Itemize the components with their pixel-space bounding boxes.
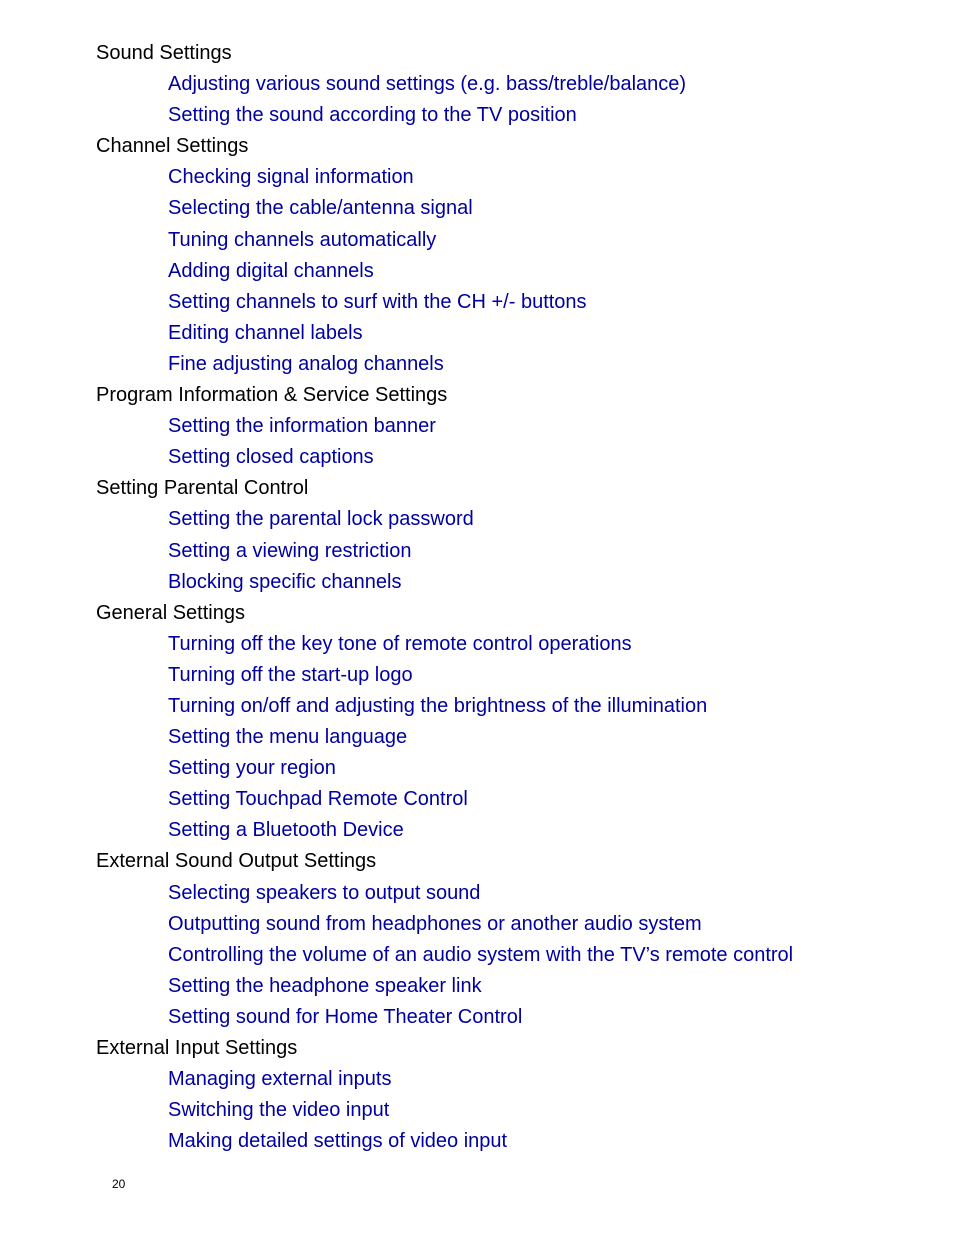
toc-link[interactable]: Setting a Bluetooth Device [168, 819, 404, 842]
toc-link[interactable]: Selecting the cable/antenna signal [168, 197, 473, 220]
section-title: Setting Parental Control [96, 477, 309, 500]
section-external-input-settings [0, 1033, 954, 1157]
toc-link[interactable]: Making detailed settings of video input [168, 1130, 508, 1153]
table-of-contents [0, 38, 954, 1157]
toc-link[interactable]: Setting Touchpad Remote Control [168, 788, 468, 811]
toc-link[interactable]: Setting the parental lock password [168, 508, 474, 531]
toc-link[interactable]: Outputting sound from headphones or another audio system [168, 912, 702, 935]
toc-link[interactable]: Fine adjusting analog channels [168, 352, 444, 375]
page-number: 20 [112, 1177, 126, 1191]
section-title: General Settings [96, 601, 245, 624]
toc-link[interactable]: Checking signal information [168, 166, 414, 189]
toc-link[interactable]: Setting your region [168, 757, 336, 780]
toc-link[interactable]: Switching the video input [168, 1099, 390, 1122]
toc-link[interactable]: Blocking specific channels [168, 570, 402, 593]
section-program-information-service-settings [0, 380, 954, 473]
section-sound-settings [0, 38, 954, 131]
section-channel-settings [0, 131, 954, 380]
toc-link[interactable]: Selecting speakers to output sound [168, 881, 481, 904]
toc-link[interactable]: Setting the headphone speaker link [168, 974, 482, 997]
toc-link[interactable]: Setting the sound according to the TV position [168, 104, 577, 127]
section-setting-parental-control [0, 473, 954, 597]
toc-link[interactable]: Setting a viewing restriction [168, 539, 412, 562]
toc-link[interactable]: Managing external inputs [168, 1068, 392, 1091]
toc-link[interactable]: Turning off the start-up logo [168, 663, 413, 686]
toc-link[interactable]: Setting channels to surf with the CH +/- buttons [168, 290, 587, 313]
section-title: External Sound Output Settings [96, 850, 377, 873]
toc-link[interactable]: Tuning channels automatically [168, 228, 437, 251]
section-external-sound-output-settings [0, 846, 954, 1033]
section-title: Channel Settings [96, 135, 249, 158]
section-title: Program Information & Service Settings [96, 384, 448, 407]
toc-link[interactable]: Adjusting various sound settings (e.g. bass/treble/balance) [168, 73, 687, 96]
toc-link[interactable]: Turning off the key tone of remote control operations [168, 632, 632, 655]
section-title: External Input Settings [96, 1037, 298, 1059]
section-general-settings [0, 598, 954, 847]
toc-link[interactable]: Setting the information banner [168, 415, 436, 438]
toc-link[interactable]: Controlling the volume of an audio system with the TV’s remote control [168, 943, 794, 966]
toc-link[interactable]: Setting sound for Home Theater Control [168, 1005, 523, 1028]
section-title: Sound Settings [96, 42, 232, 64]
toc-link[interactable]: Adding digital channels [168, 259, 374, 282]
toc-link[interactable]: Editing channel labels [168, 321, 363, 344]
toc-link[interactable]: Setting closed captions [168, 446, 374, 469]
toc-link[interactable]: Turning on/off and adjusting the brightness of the illumination [168, 694, 708, 717]
toc-link[interactable]: Setting the menu language [168, 726, 408, 749]
